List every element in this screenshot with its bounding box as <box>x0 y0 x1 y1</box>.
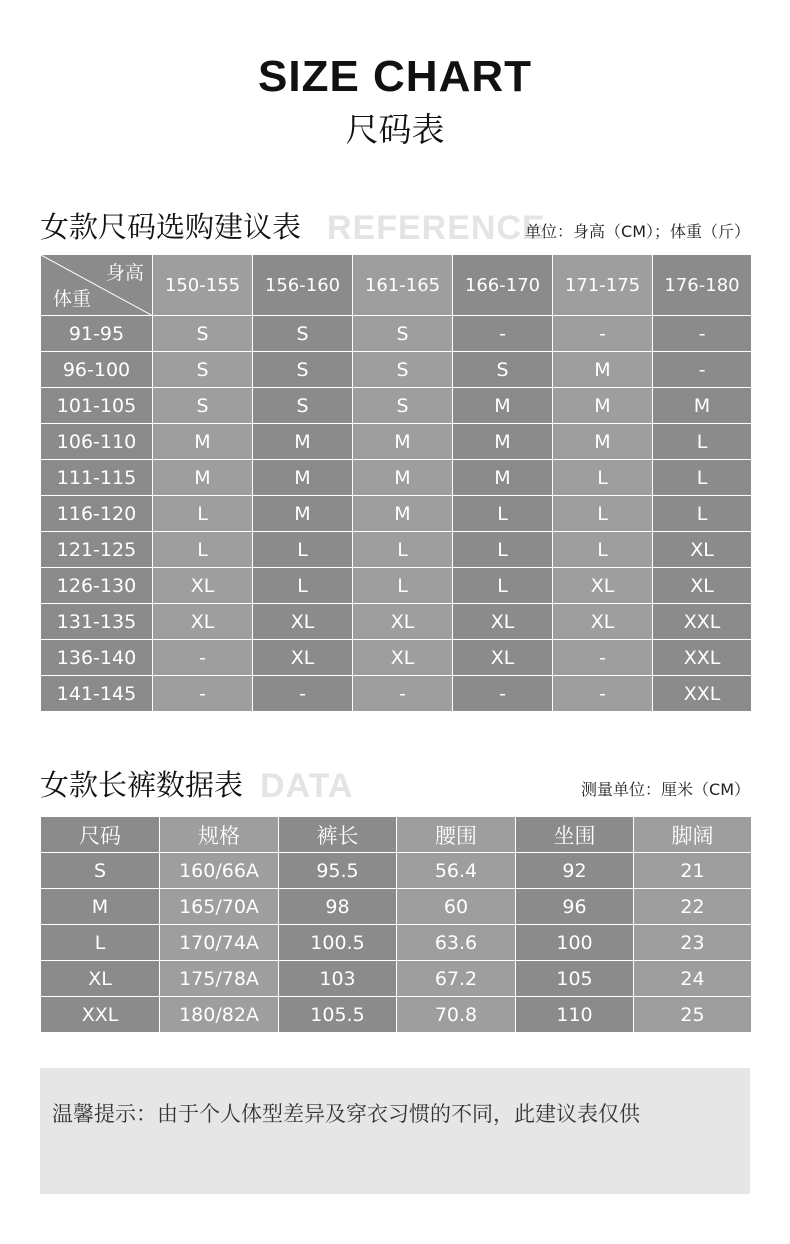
size-cell: S <box>253 316 353 352</box>
data-title-en: DATA <box>260 767 354 805</box>
size-cell: L <box>353 568 453 604</box>
data-cell: L <box>41 925 160 961</box>
data-cell: 170/74A <box>160 925 279 961</box>
reference-row <box>41 460 752 496</box>
reference-section-header <box>40 208 750 248</box>
data-cell: XL <box>41 961 160 997</box>
data-row <box>41 853 752 889</box>
reference-unit: 单位：身高（CM）；体重（斤） <box>525 222 750 241</box>
reference-row <box>41 316 752 352</box>
weight-cell: 111-115 <box>41 460 153 496</box>
reference-row <box>41 532 752 568</box>
size-cell: S <box>153 388 253 424</box>
size-cell: S <box>153 316 253 352</box>
size-cell: XL <box>353 604 453 640</box>
size-cell: L <box>153 532 253 568</box>
size-cell: XXL <box>653 604 752 640</box>
size-cell: L <box>153 496 253 532</box>
reference-row <box>41 352 752 388</box>
data-col-header: 规格 <box>160 817 279 853</box>
size-cell: M <box>253 460 353 496</box>
data-cell: M <box>41 889 160 925</box>
weight-cell: 96-100 <box>41 352 153 388</box>
size-cell: - <box>353 676 453 712</box>
size-cell: XL <box>453 604 553 640</box>
size-cell: S <box>353 352 453 388</box>
size-cell: M <box>553 388 653 424</box>
size-cell: - <box>653 316 752 352</box>
page-title-en: SIZE CHART <box>258 52 532 101</box>
size-cell: L <box>453 496 553 532</box>
size-cell: L <box>553 496 653 532</box>
data-cell: 67.2 <box>397 961 516 997</box>
data-cell: 180/82A <box>160 997 279 1033</box>
data-col-header: 坐围 <box>516 817 634 853</box>
weight-cell: 126-130 <box>41 568 153 604</box>
data-cell: S <box>41 853 160 889</box>
data-cell: 23 <box>634 925 752 961</box>
weight-cell: 136-140 <box>41 640 153 676</box>
data-row <box>41 925 752 961</box>
size-cell: M <box>453 388 553 424</box>
data-cell: XXL <box>41 997 160 1033</box>
size-cell: S <box>353 388 453 424</box>
data-cell: 100.5 <box>279 925 397 961</box>
size-cell: - <box>553 676 653 712</box>
size-cell: M <box>253 496 353 532</box>
data-cell: 70.8 <box>397 997 516 1033</box>
size-cell: - <box>253 676 353 712</box>
size-cell: L <box>653 460 752 496</box>
size-cell: - <box>153 640 253 676</box>
data-cell: 56.4 <box>397 853 516 889</box>
data-cell: 95.5 <box>279 853 397 889</box>
reference-row <box>41 388 752 424</box>
reference-row <box>41 568 752 604</box>
data-cell: 24 <box>634 961 752 997</box>
reference-row <box>41 604 752 640</box>
size-cell: M <box>453 460 553 496</box>
size-cell: M <box>553 424 653 460</box>
size-cell: - <box>453 676 553 712</box>
data-cell: 160/66A <box>160 853 279 889</box>
height-col-header: 166-170 <box>453 255 553 316</box>
weight-cell: 106-110 <box>41 424 153 460</box>
size-cell: L <box>453 532 553 568</box>
data-cell: 63.6 <box>397 925 516 961</box>
size-cell: XL <box>153 568 253 604</box>
corner-cell <box>41 255 153 316</box>
size-cell: S <box>153 352 253 388</box>
weight-cell: 116-120 <box>41 496 153 532</box>
reference-row <box>41 424 752 460</box>
data-cell: 105 <box>516 961 634 997</box>
tip-box <box>40 1068 750 1194</box>
data-col-header: 脚阔 <box>634 817 752 853</box>
data-cell: 96 <box>516 889 634 925</box>
data-cell: 103 <box>279 961 397 997</box>
size-cell: XL <box>253 640 353 676</box>
data-cell: 22 <box>634 889 752 925</box>
data-cell: 105.5 <box>279 997 397 1033</box>
page-title-cn: 尺码表 <box>345 110 445 149</box>
data-row <box>41 889 752 925</box>
size-cell: L <box>553 532 653 568</box>
size-cell: L <box>353 532 453 568</box>
size-cell: L <box>653 496 752 532</box>
size-cell: - <box>553 316 653 352</box>
size-cell: M <box>353 424 453 460</box>
data-cell: 60 <box>397 889 516 925</box>
weight-cell: 101-105 <box>41 388 153 424</box>
height-col-header: 176-180 <box>653 255 752 316</box>
height-col-header: 161-165 <box>353 255 453 316</box>
corner-height-label: 身高 <box>105 262 144 284</box>
weight-cell: 131-135 <box>41 604 153 640</box>
pants-data-table <box>40 816 752 1033</box>
data-row <box>41 997 752 1033</box>
size-cell: S <box>353 316 453 352</box>
size-cell: XL <box>253 604 353 640</box>
data-cell: 92 <box>516 853 634 889</box>
size-cell: L <box>453 568 553 604</box>
size-cell: - <box>453 316 553 352</box>
size-cell: L <box>553 460 653 496</box>
size-cell: XXL <box>653 676 752 712</box>
size-cell: XL <box>153 604 253 640</box>
size-cell: - <box>553 640 653 676</box>
data-cell: 110 <box>516 997 634 1033</box>
size-cell: XL <box>453 640 553 676</box>
reference-title-en: REFERENCE <box>327 209 546 247</box>
size-cell: XL <box>653 568 752 604</box>
size-cell: S <box>453 352 553 388</box>
size-cell: M <box>153 460 253 496</box>
data-cell: 165/70A <box>160 889 279 925</box>
data-cell: 175/78A <box>160 961 279 997</box>
reference-table <box>40 254 752 712</box>
size-cell: L <box>253 568 353 604</box>
reference-header-row <box>41 255 752 316</box>
reference-row <box>41 676 752 712</box>
data-col-header: 裤长 <box>279 817 397 853</box>
size-cell: M <box>153 424 253 460</box>
data-row <box>41 961 752 997</box>
data-cell: 100 <box>516 925 634 961</box>
size-cell: M <box>653 388 752 424</box>
data-cell: 25 <box>634 997 752 1033</box>
size-cell: - <box>153 676 253 712</box>
size-cell: L <box>253 532 353 568</box>
size-cell: M <box>353 460 453 496</box>
size-cell: M <box>253 424 353 460</box>
size-cell: XL <box>553 604 653 640</box>
size-cell: S <box>253 352 353 388</box>
height-col-header: 171-175 <box>553 255 653 316</box>
reference-title: 女款尺码选购建议表 <box>40 210 302 244</box>
corner-weight-label: 体重 <box>53 288 92 310</box>
size-cell: XXL <box>653 640 752 676</box>
size-cell: XL <box>353 640 453 676</box>
weight-cell: 91-95 <box>41 316 153 352</box>
data-title: 女款长裤数据表 <box>40 768 244 802</box>
data-col-header: 尺码 <box>41 817 160 853</box>
height-col-header: 150-155 <box>153 255 253 316</box>
tip-text: 温馨提示：由于个人体型差异及穿衣习惯的不同，此建议表仅供 <box>52 1102 640 1126</box>
size-cell: M <box>353 496 453 532</box>
reference-row <box>41 496 752 532</box>
size-cell: XL <box>653 532 752 568</box>
weight-cell: 121-125 <box>41 532 153 568</box>
size-cell: - <box>653 352 752 388</box>
weight-cell: 141-145 <box>41 676 153 712</box>
size-cell: M <box>553 352 653 388</box>
data-section-header <box>40 766 750 806</box>
data-col-header: 腰围 <box>397 817 516 853</box>
data-cell: 21 <box>634 853 752 889</box>
size-cell: XL <box>553 568 653 604</box>
height-col-header: 156-160 <box>253 255 353 316</box>
reference-row <box>41 640 752 676</box>
size-cell: S <box>253 388 353 424</box>
data-cell: 98 <box>279 889 397 925</box>
data-unit: 测量单位：厘米（CM） <box>581 780 750 799</box>
data-header-row <box>41 817 752 853</box>
size-cell: M <box>453 424 553 460</box>
size-cell: L <box>653 424 752 460</box>
